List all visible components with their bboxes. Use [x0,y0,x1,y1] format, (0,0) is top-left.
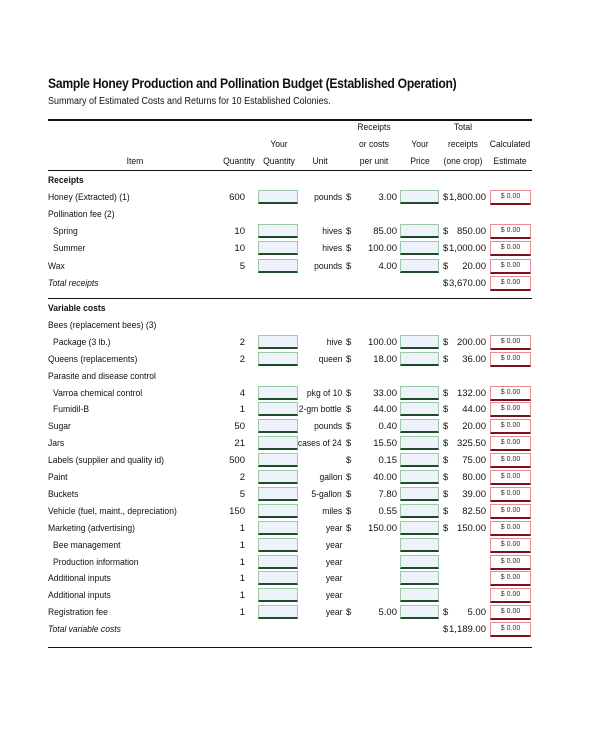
total-value: 150.00 [456,522,486,534]
calculated-estimate: $ 0.00 [490,259,531,274]
table-row [0,621,600,638]
quantity-value: 2 [239,336,245,348]
header-item: Item [126,156,144,167]
calculated-estimate: $ 0.00 [490,571,531,586]
calculated-estimate: $ 0.00 [490,419,531,434]
quantity-value: 1 [239,573,245,585]
your-quantity-input[interactable] [258,241,298,255]
your-quantity-input[interactable] [258,224,298,238]
currency-symbol: $ [346,505,352,517]
your-price-input[interactable] [400,588,439,602]
item-label: Jars [48,438,65,450]
currency-symbol: $ [346,387,352,399]
table-row [0,172,600,189]
your-quantity-input[interactable] [258,504,298,518]
currency-symbol: $ [346,421,352,433]
quantity-value: 10 [234,243,245,255]
total-value: 1,189.00 [449,624,486,636]
currency-symbol: $ [443,455,449,467]
header-total-3: (one crop) [443,156,483,167]
per-unit-value: 15.50 [373,438,397,450]
your-quantity-input[interactable] [258,335,298,349]
currency-symbol: $ [346,438,352,450]
your-price-input[interactable] [400,402,439,416]
your-quantity-input[interactable] [258,470,298,484]
item-label: Parasite and disease control [48,370,156,382]
calculated-estimate: $ 0.00 [490,276,531,291]
item-label: Queens (replacements) [48,353,138,365]
item-label: Marketing (advertising) [48,522,135,534]
your-price-input[interactable] [400,470,439,484]
per-unit-value: 0.15 [378,455,397,467]
quantity-value: 1 [239,556,245,568]
currency-symbol: $ [443,488,449,500]
quantity-value: 5 [239,260,245,272]
quantity-value: 150 [229,505,245,517]
item-label: Additional inputs [48,573,111,585]
total-value: 850.00 [456,226,486,238]
item-label: Sugar [48,421,71,433]
calculated-estimate: $ 0.00 [490,538,531,553]
calculated-estimate: $ 0.00 [490,224,531,239]
calculated-estimate: $ 0.00 [490,241,531,256]
per-unit-value: 5.00 [378,607,397,619]
page-subtitle: Summary of Estimated Costs and Returns for 10 Established Colonies. [48,96,331,107]
table-row [0,401,600,418]
header-calculated-2: Estimate [493,156,527,167]
unit-value: pkg of 10 [306,387,342,399]
your-price-input[interactable] [400,555,439,569]
calculated-estimate: $ 0.00 [490,487,531,502]
currency-symbol: $ [346,226,352,238]
header-quantity: Quantity [223,156,255,167]
unit-value: year [325,607,342,619]
unit-value: year [325,590,342,602]
your-price-input[interactable] [400,571,439,585]
calculated-estimate: $ 0.00 [490,605,531,620]
per-unit-value: 44.00 [373,404,397,416]
item-label: Spring [53,226,78,238]
currency-symbol: $ [443,277,449,289]
your-quantity-input[interactable] [258,487,298,501]
item-label: Labels (supplier and quality id) [48,455,164,467]
calculated-estimate: $ 0.00 [490,386,531,401]
total-value: 200.00 [456,336,486,348]
table-row [0,275,600,292]
per-unit-value: 33.00 [373,387,397,399]
quantity-value: 1 [239,404,245,416]
your-price-input[interactable] [400,352,439,366]
table-row [0,587,600,604]
calculated-estimate: $ 0.00 [490,622,531,637]
quantity-value: 1 [239,539,245,551]
page-title: Sample Honey Production and Pollination Budget (Established Operation) [48,76,457,91]
total-value: 20.00 [462,421,486,433]
currency-symbol: $ [443,353,449,365]
unit-value: pounds [313,260,342,272]
table-row [0,317,600,334]
currency-symbol: $ [346,353,352,365]
calculated-estimate: $ 0.00 [490,436,531,451]
currency-symbol: $ [443,387,449,399]
your-quantity-input[interactable] [258,190,298,204]
header-per-unit-1: Receipts [357,122,391,133]
bottom-rule [48,647,532,648]
currency-symbol: $ [346,243,352,255]
table-row [0,300,600,317]
table-row [0,418,600,435]
your-quantity-input[interactable] [258,419,298,433]
header-your-price-2: Price [410,156,430,167]
your-quantity-input[interactable] [258,436,298,450]
item-label: Summer [53,243,86,255]
header-per-unit-3: per unit [359,156,389,167]
unit-value: year [325,556,342,568]
currency-symbol: $ [443,607,449,619]
currency-symbol: $ [346,488,352,500]
quantity-value: 1 [239,522,245,534]
currency-symbol: $ [346,404,352,416]
unit-value: year [325,573,342,585]
your-price-input[interactable] [400,487,439,501]
unit-value: hives [322,226,342,238]
unit-value: cases of 24 [298,438,342,450]
unit-value: queen [318,353,342,365]
quantity-value: 50 [234,421,245,433]
your-quantity-input[interactable] [258,538,298,552]
header-rule [48,170,532,171]
currency-symbol: $ [346,522,352,534]
your-price-input[interactable] [400,335,439,349]
your-price-input[interactable] [400,386,439,400]
calculated-estimate: $ 0.00 [490,470,531,485]
total-value: 5.00 [467,607,486,619]
item-label: Pollination fee (2) [48,209,115,221]
currency-symbol: $ [346,336,352,348]
currency-symbol: $ [443,260,449,272]
your-quantity-input[interactable] [258,605,298,619]
quantity-value: 5 [239,488,245,500]
your-quantity-input[interactable] [258,571,298,585]
total-value: 1,000.00 [449,243,486,255]
per-unit-value: 100.00 [367,243,397,255]
total-value: 75.00 [462,455,486,467]
your-price-input[interactable] [400,521,439,535]
currency-symbol: $ [346,192,352,204]
currency-symbol: $ [443,404,449,416]
your-quantity-input[interactable] [258,352,298,366]
your-price-input[interactable] [400,224,439,238]
calculated-estimate: $ 0.00 [490,555,531,570]
quantity-value: 4 [239,387,245,399]
item-label: Buckets [48,488,79,500]
total-value: 132.00 [456,387,486,399]
per-unit-value: 100.00 [367,336,397,348]
item-label: Additional inputs [48,590,111,602]
calculated-estimate: $ 0.00 [490,588,531,603]
your-price-input[interactable] [400,504,439,518]
currency-symbol: $ [346,260,352,272]
your-quantity-input[interactable] [258,588,298,602]
table-row [0,385,600,402]
table-row [0,206,600,223]
unit-value: 5-gallon [311,488,342,500]
item-label: Vehicle (fuel, maint., depreciation) [48,505,177,517]
your-quantity-input[interactable] [258,402,298,416]
total-value: 3,670.00 [449,277,486,289]
item-label: Honey (Extracted) (1) [48,192,130,204]
calculated-estimate: $ 0.00 [490,453,531,468]
quantity-value: 10 [234,226,245,238]
table-row [0,435,600,452]
quantity-value: 1 [239,607,245,619]
currency-symbol: $ [443,438,449,450]
total-value: 82.50 [462,505,486,517]
total-value: 44.00 [462,404,486,416]
quantity-value: 21 [234,438,245,450]
quantity-value: 500 [229,455,245,467]
calculated-estimate: $ 0.00 [490,335,531,350]
per-unit-value: 4.00 [378,260,397,272]
your-price-input[interactable] [400,538,439,552]
currency-symbol: $ [443,522,449,534]
per-unit-value: 0.40 [378,421,397,433]
your-quantity-input[interactable] [258,555,298,569]
per-unit-value: 150.00 [367,522,397,534]
item-label: Fumidil-B [53,404,90,416]
table-row [0,351,600,368]
item-label: Package (3 lb.) [53,336,111,348]
item-label: Total receipts [48,277,99,289]
item-label: Bee management [53,539,121,551]
your-price-input[interactable] [400,259,439,273]
quantity-value: 600 [229,192,245,204]
total-value: 1,800.00 [449,192,486,204]
table-row [0,334,600,351]
header-unit: Unit [312,156,328,167]
your-price-input[interactable] [400,419,439,433]
calculated-estimate: $ 0.00 [490,504,531,519]
total-value: 80.00 [462,472,486,483]
unit-value: hives [322,243,342,255]
table-row [0,189,600,206]
currency-symbol: $ [443,624,449,636]
currency-symbol: $ [346,455,352,467]
header-per-unit-2: or costs [359,139,389,150]
quantity-value: 2 [239,472,245,483]
currency-symbol: $ [443,192,449,204]
unit-value: gallon [319,472,342,483]
currency-symbol: $ [443,226,449,238]
table-row [0,520,600,537]
item-label: Bees (replacement bees) (3) [48,319,157,331]
per-unit-value: 7.80 [378,488,397,500]
your-quantity-input[interactable] [258,386,298,400]
unit-value: 2-gm bottle [299,404,342,416]
table-row [0,486,600,503]
unit-value: year [325,539,342,551]
your-price-input[interactable] [400,190,439,204]
table-row [0,604,600,621]
table-row [0,452,600,469]
table-row [0,554,600,571]
table-row [0,469,600,486]
per-unit-value: 3.00 [378,192,397,204]
table-row [0,368,600,385]
section-rule [48,298,532,299]
quantity-value: 1 [239,590,245,602]
currency-symbol: $ [443,505,449,517]
total-value: 20.00 [462,260,486,272]
header-total-1: Total [453,122,473,133]
table-row [0,223,600,240]
unit-value: hive [326,336,342,348]
quantity-value: 2 [239,353,245,365]
currency-symbol: $ [346,472,352,483]
your-quantity-input[interactable] [258,259,298,273]
item-label: Paint [48,472,68,483]
your-price-input[interactable] [400,436,439,450]
your-price-input[interactable] [400,605,439,619]
calculated-estimate: $ 0.00 [490,352,531,367]
your-price-input[interactable] [400,241,439,255]
unit-value: pounds [313,192,342,204]
header-total-2: receipts [448,139,478,150]
header-calculated-1: Calculated [489,139,531,150]
your-quantity-input[interactable] [258,453,298,467]
item-label: Registration fee [48,607,108,619]
item-label: Receipts [48,175,84,186]
item-label: Varroa chemical control [53,387,143,399]
per-unit-value: 40.00 [373,472,397,483]
item-label: Production information [53,556,139,568]
currency-symbol: $ [346,607,352,619]
calculated-estimate: $ 0.00 [490,521,531,536]
table-row [0,503,600,520]
table-row [0,537,600,554]
your-quantity-input[interactable] [258,521,298,535]
total-value: 39.00 [462,488,486,500]
table-row [0,240,600,257]
item-label: Variable costs [48,303,106,314]
header-your-price-1: Your [411,139,429,150]
total-value: 36.00 [462,353,486,365]
header-your-quantity-1: Your [270,139,288,150]
header-your-quantity-2: Quantity [263,156,295,167]
unit-value: miles [322,505,342,517]
table-row [0,258,600,275]
currency-symbol: $ [443,472,449,483]
unit-value: pounds [313,421,342,433]
calculated-estimate: $ 0.00 [490,402,531,417]
calculated-estimate: $ 0.00 [490,190,531,205]
item-label: Wax [48,260,65,272]
per-unit-value: 0.55 [378,505,397,517]
currency-symbol: $ [443,336,449,348]
table-row [0,570,600,587]
your-price-input[interactable] [400,453,439,467]
currency-symbol: $ [443,243,449,255]
total-value: 325.50 [456,438,486,450]
item-label: Total variable costs [48,624,121,636]
per-unit-value: 18.00 [373,353,397,365]
currency-symbol: $ [443,421,449,433]
unit-value: year [325,522,342,534]
per-unit-value: 85.00 [373,226,397,238]
